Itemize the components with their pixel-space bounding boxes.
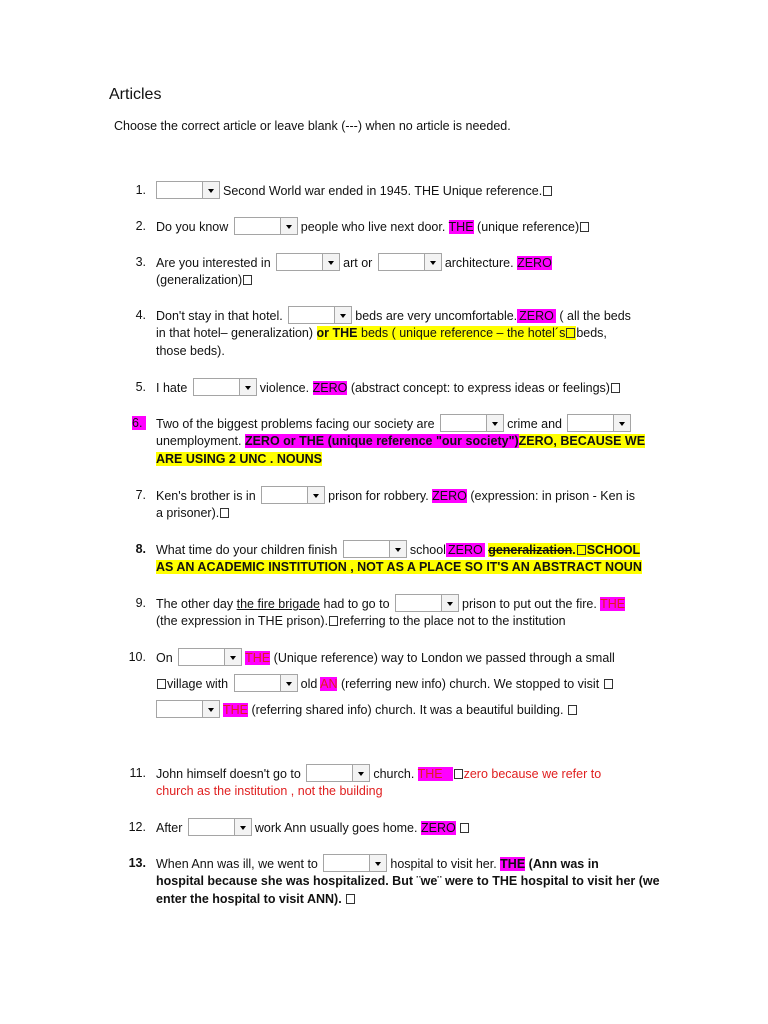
article-dropdown[interactable] (378, 253, 442, 271)
text: John himself doesn't go to (156, 767, 301, 781)
box-glyph-icon (577, 545, 586, 555)
text: Ken's brother is in (156, 489, 256, 503)
question-text-line (156, 700, 578, 719)
question-text (156, 378, 621, 397)
answer-highlight: THE (500, 857, 526, 871)
answer-highlight: ZERO (420, 821, 456, 835)
question-text (156, 217, 590, 236)
box-glyph-icon (329, 616, 338, 626)
question-number: 6. (132, 416, 146, 430)
chevron-down-icon (202, 701, 219, 717)
article-dropdown[interactable] (440, 414, 504, 432)
text: The other day (156, 597, 234, 611)
text: (expression: in prison - Ken is (470, 489, 636, 503)
text: prison to put out the fire. (462, 597, 597, 611)
chevron-down-icon (613, 415, 630, 431)
article-dropdown[interactable] (567, 414, 631, 432)
chevron-down-icon (224, 649, 241, 665)
chevron-down-icon (369, 855, 386, 871)
box-glyph-icon (543, 186, 552, 196)
text: (the expression in THE prison). (156, 614, 329, 628)
question-text (156, 764, 601, 783)
question-text (156, 648, 615, 667)
question-text (156, 306, 631, 325)
answer-highlight: generalization. SCHOOL (488, 543, 641, 557)
underlined-text: the fire brigade (236, 597, 321, 611)
article-dropdown[interactable] (395, 594, 459, 612)
text: After (156, 821, 183, 835)
question-text-line (156, 890, 356, 908)
question-number: 8. (135, 542, 146, 556)
text: had to go to (323, 597, 390, 611)
question-text-line (156, 558, 642, 576)
article-dropdown[interactable] (234, 217, 298, 235)
question-text-line (156, 782, 383, 800)
article-dropdown[interactable] (306, 764, 370, 782)
question-number: 5. (135, 380, 146, 394)
text: beds, (576, 326, 607, 340)
text: I hate (156, 381, 188, 395)
question-text-line (156, 432, 645, 450)
text: What time do your children finish (156, 543, 338, 557)
text: people who live next door. (300, 220, 446, 234)
text: (referring new info) church. We stopped to visit (340, 677, 600, 691)
chevron-down-icon (389, 541, 406, 557)
question-number: 4. (135, 308, 146, 322)
text: hospital to visit her. (390, 857, 497, 871)
text: zero because we refer to (463, 767, 602, 781)
answer-highlight: THE (245, 651, 271, 665)
text: prison for robbery. (328, 489, 429, 503)
text: SCHOOL (586, 543, 641, 557)
answer-highlight: ZERO or THE (unique reference "our society") (244, 434, 519, 448)
text: ( all the beds (559, 309, 631, 323)
text: referring to the place not to the institution (339, 614, 566, 628)
question-text (156, 594, 625, 613)
text: village with (167, 677, 229, 691)
text: Two of the biggest problems facing our society are (156, 417, 435, 431)
box-glyph-icon (580, 222, 589, 232)
text: (Unique reference) way to London we passed through a small (273, 651, 615, 665)
article-dropdown[interactable] (288, 306, 352, 324)
text: (generalization) (156, 273, 243, 287)
article-dropdown[interactable] (276, 253, 340, 271)
answer-highlight: THE (448, 220, 474, 234)
question-text-line (156, 271, 253, 289)
box-glyph-icon (157, 679, 166, 689)
text: church as the institution , not the building (156, 784, 383, 798)
text: those beds). (156, 344, 225, 358)
question-text (156, 486, 635, 505)
box-glyph-icon (568, 705, 577, 715)
question-text-line (156, 324, 607, 342)
box-glyph-icon (611, 383, 620, 393)
text: church. (373, 767, 415, 781)
text: Do you know (156, 220, 229, 234)
question-number: 7. (135, 488, 146, 502)
article-dropdown[interactable] (193, 378, 257, 396)
article-dropdown[interactable] (178, 648, 242, 666)
chevron-down-icon (307, 487, 324, 503)
text: art or (343, 256, 373, 270)
text: old (300, 677, 318, 691)
article-dropdown[interactable] (234, 674, 298, 692)
text: crime and (507, 417, 562, 431)
instructions: Choose the correct article or leave blank (---) when no article is needed. (114, 119, 511, 133)
answer-highlight: THE (223, 703, 248, 717)
answer-highlight: AS AN ACADEMIC INSTITUTION , NOT AS A PLACE SO IT'S AN ABSTRACT NOUN (156, 560, 642, 574)
chevron-down-icon (280, 218, 297, 234)
text: (unique reference) (477, 220, 580, 234)
article-dropdown[interactable] (343, 540, 407, 558)
text: Don't stay in that hotel. (156, 309, 283, 323)
text: architecture. (444, 256, 514, 270)
question-number: 3. (135, 255, 146, 269)
question-text (156, 253, 552, 272)
answer-highlight: ZERO (447, 543, 483, 557)
answer-highlight: AN (320, 677, 338, 691)
box-glyph-icon (604, 679, 613, 689)
question-number: 12. (128, 820, 146, 834)
text: violence. (259, 381, 310, 395)
question-text-line (156, 450, 322, 468)
chevron-down-icon (441, 595, 458, 611)
answer-highlight: ZERO (312, 381, 348, 395)
question-text (156, 540, 640, 559)
text: Are you interested in (156, 256, 271, 270)
question-number: 1. (135, 183, 146, 197)
question-number: 13. (128, 856, 146, 870)
text: (referring shared info) church. It was a beautiful building. (251, 703, 564, 717)
answer-highlight: ZERO (517, 256, 552, 270)
chevron-down-icon (334, 307, 351, 323)
answer-highlight (317, 326, 577, 340)
text: a prisoner). (156, 506, 220, 520)
text: enter the hospital to visit ANN). (156, 892, 342, 906)
struck-text: generalization (488, 543, 573, 557)
box-glyph-icon (460, 823, 469, 833)
chevron-down-icon (322, 254, 339, 270)
question-text (156, 414, 634, 433)
question-text (156, 818, 470, 837)
question-number: 10. (128, 650, 146, 664)
box-glyph-icon (220, 508, 229, 518)
question-number: 11. (129, 766, 146, 780)
chevron-down-icon (486, 415, 503, 431)
answer-highlight: ZERO, BECAUSE WE (518, 434, 646, 448)
text: or THE (316, 326, 358, 340)
text: hospital because she was hospitalized. But ¨we¨ were to THE hospital to visit her (we (156, 874, 660, 888)
text: beds are very uncomfortable. (355, 309, 518, 323)
chevron-down-icon (239, 379, 256, 395)
answer-highlight: THE (418, 767, 453, 781)
answer-highlight: ARE USING 2 UNC . NOUNS (156, 452, 322, 466)
text: When Ann was ill, we went to (156, 857, 318, 871)
question-number: 2. (135, 219, 146, 233)
chevron-down-icon (202, 182, 219, 198)
text: (Ann was in (528, 857, 599, 871)
question-number: 9. (135, 596, 146, 610)
question-text-line (156, 342, 225, 360)
chevron-down-icon (234, 819, 251, 835)
chevron-down-icon (352, 765, 369, 781)
text: in that hotel– generalization) (156, 326, 314, 340)
question-text-line (156, 674, 614, 693)
text: (abstract concept: to express ideas or feelings) (350, 381, 610, 395)
article-dropdown[interactable] (261, 486, 325, 504)
question-text (156, 854, 599, 873)
question-text-line (156, 872, 660, 890)
question-text-line (156, 504, 230, 522)
text: unemployment. (156, 434, 242, 448)
question-text (156, 181, 553, 200)
box-glyph-icon (243, 275, 252, 285)
chevron-down-icon (280, 675, 297, 691)
text: work Ann usually goes home. (254, 821, 418, 835)
box-glyph-icon (454, 769, 463, 779)
article-dropdown[interactable] (188, 818, 252, 836)
chevron-down-icon (424, 254, 441, 270)
answer-highlight: ZERO (432, 489, 467, 503)
article-dropdown[interactable] (156, 700, 220, 718)
answer-highlight: ZERO (519, 309, 554, 323)
box-glyph-icon (566, 328, 575, 338)
box-glyph-icon (346, 894, 355, 904)
text: Second World war ended in 1945. THE Unique reference. (223, 184, 543, 198)
answer-highlight: THE (600, 597, 626, 611)
article-dropdown[interactable] (156, 181, 220, 199)
article-dropdown[interactable] (323, 854, 387, 872)
text: school (409, 543, 446, 557)
text: On (156, 651, 173, 665)
text: beds ( unique reference – the hotel´s (361, 326, 566, 340)
question-text-line (156, 612, 566, 630)
page-title: Articles (109, 86, 162, 103)
